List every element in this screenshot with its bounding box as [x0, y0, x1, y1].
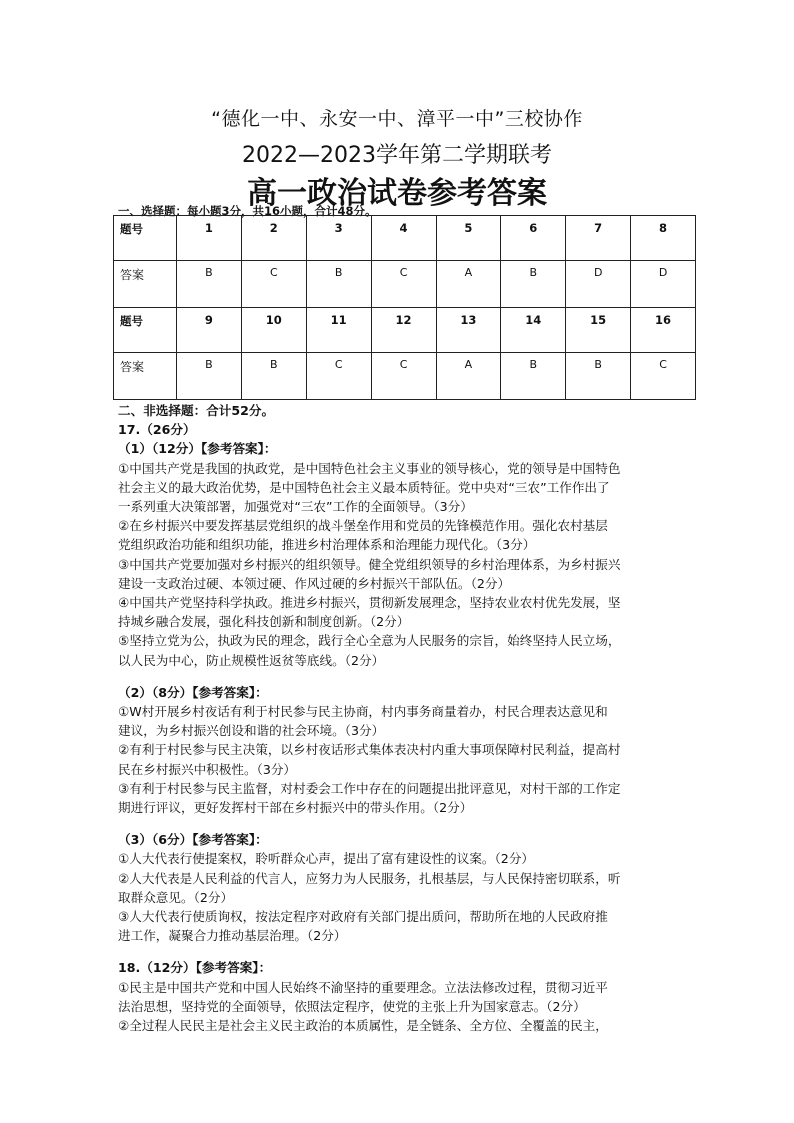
answer-line: ②在乡村振兴中要发挥基层党组织的战斗堡垒作用和党员的先锋模范作用。强化农村基层 — [118, 518, 608, 534]
header-term: 2022—2023学年第二学期联考 — [242, 143, 552, 168]
question-number: 8 — [631, 216, 696, 261]
row-label: 题号 — [114, 307, 177, 352]
answer-line: 社会主义的最大政治优势，是中国特色社会主义最本质特征。党中央对“三农”工作作出了 — [118, 479, 610, 495]
question-number: 4 — [371, 216, 436, 261]
answer-line: ②人大代表是人民利益的代言人，应努力为人民服务，扎根基层，与人民保持密切联系，听 — [118, 870, 621, 886]
answer-table — [113, 215, 696, 400]
answer-line: ②全过程人民民主是社会主义民主政治的本质属性，是全链条、全方位、全覆盖的民主， — [118, 1018, 608, 1034]
answer-line: ④中国共产党坚持科学执政。推进乡村振兴，贯彻新发展理念，坚持农业农村优先发展，坚 — [118, 595, 621, 611]
q17-2-heading: （2）（8分）【参考答案】： — [118, 684, 268, 700]
row-label: 题号 — [114, 216, 177, 261]
question-number: 12 — [371, 307, 436, 352]
header-schools: “德化一中、永安一中、漳平一中”三校协作 — [211, 108, 583, 130]
question-number: 16 — [631, 307, 696, 352]
answer-line: 一系列重大决策部署，加强党对“三农”工作的全面领导。（3分） — [118, 499, 473, 515]
question-number: 6 — [501, 216, 566, 261]
q17-1-heading: （1）（12分）【参考答案】： — [118, 441, 277, 457]
q17-heading: 17.（26分） — [118, 422, 196, 438]
answer-cell: D — [566, 260, 631, 307]
answer-cell: C — [371, 260, 436, 307]
answer-line: ③中国共产党要加强对乡村振兴的组织领导。健全党组织领导的乡村治理体系，为乡村振兴 — [118, 556, 621, 572]
q18-heading: 18.（12分）【参考答案】： — [118, 960, 272, 976]
answer-line: ①中国共产党是我国的执政党，是中国特色社会主义事业的领导核心，党的领导是中国特色 — [118, 460, 621, 476]
question-number: 10 — [241, 307, 306, 352]
answer-cell: C — [631, 352, 696, 399]
answer-cell: A — [436, 260, 501, 307]
answer-cell: D — [631, 260, 696, 307]
section2-title: 二、非选择题：合计52分。 — [118, 403, 275, 418]
table-row — [114, 352, 696, 399]
answer-line: 进工作，凝聚合力推动基层治理。（2分） — [118, 928, 347, 944]
question-number: 13 — [436, 307, 501, 352]
answer-line: 民在乡村振兴中积极性。（3分） — [118, 761, 297, 777]
answer-line: 建议，为乡村振兴创设和谐的社会环境。（3分） — [118, 723, 385, 739]
answer-line: 期进行评议，更好发挥村干部在乡村振兴中的带头作用。（2分） — [118, 800, 473, 816]
question-number: 15 — [566, 307, 631, 352]
section2-body — [118, 401, 684, 1035]
answer-cell: B — [501, 260, 566, 307]
row-label: 答案 — [114, 260, 177, 307]
answer-line: ②有利于村民参与民主决策，以乡村夜话形式集体表决村内重大事项保障村民利益，提高村 — [118, 742, 621, 758]
answer-cell: C — [306, 352, 371, 399]
answer-cell: B — [306, 260, 371, 307]
question-number: 5 — [436, 216, 501, 261]
answer-line: 取群众意见。（2分） — [118, 889, 234, 905]
question-number: 14 — [501, 307, 566, 352]
answer-cell: C — [371, 352, 436, 399]
answer-line: 持城乡融合发展，强化科技创新和制度创新。（2分） — [118, 614, 410, 630]
question-number: 2 — [241, 216, 306, 261]
answer-cell: B — [566, 352, 631, 399]
table-row — [114, 216, 696, 261]
answer-cell: A — [436, 352, 501, 399]
q17-3-heading: （3）（6分）【参考答案】： — [118, 832, 268, 848]
answer-line: 党组织政治功能和组织功能，推进乡村治理体系和治理能力现代化。（3分） — [118, 537, 536, 553]
answer-line: 法治思想，坚持党的全面领导，依照法定程序，使党的主张上升为国家意志。（2分） — [118, 998, 586, 1014]
answer-line: ①民主是中国共产党和中国人民始终不渝坚持的重要理念。立法法修改过程，贯彻习近平 — [118, 979, 608, 995]
table-row — [114, 307, 696, 352]
question-number: 3 — [306, 216, 371, 261]
answer-line: ①W村开展乡村夜话有利于村民参与民主协商，村内事务商量着办，村民合理表达意见和 — [118, 704, 608, 720]
question-number: 1 — [177, 216, 242, 261]
question-number: 7 — [566, 216, 631, 261]
question-number: 11 — [306, 307, 371, 352]
table-row — [114, 260, 696, 307]
row-label: 答案 — [114, 352, 177, 399]
answer-line: ③有利于村民参与民主监督，对村委会工作中存在的问题提出批评意见，对村干部的工作定 — [118, 780, 621, 796]
answer-cell: B — [241, 352, 306, 399]
answer-line: ③人大代表行使质询权，按法定程序对政府有关部门提出质问，帮助所在地的人民政府推 — [118, 909, 608, 925]
section1-title: 一、选择题：每小题3分，共16小题，合计48分。 — [118, 204, 377, 218]
question-number: 9 — [177, 307, 242, 352]
answer-line: ①人大代表行使提案权，聆听群众心声，提出了富有建设性的议案。（2分） — [118, 851, 535, 867]
page-title: 高一政治试卷参考答案 — [247, 176, 547, 211]
answer-line: ⑤坚持立党为公，执政为民的理念，践行全心全意为人民服务的宗旨，始终坚持人民立场， — [118, 633, 621, 649]
answer-cell: B — [501, 352, 566, 399]
answer-cell: B — [177, 260, 242, 307]
answer-line: 建设一支政治过硬、本领过硬、作风过硬的乡村振兴干部队伍。（2分） — [118, 575, 511, 591]
answer-cell: B — [177, 352, 242, 399]
answer-cell: C — [241, 260, 306, 307]
answer-line: 以人民为中心，防止规模性返贫等底线。（2分） — [118, 652, 385, 668]
